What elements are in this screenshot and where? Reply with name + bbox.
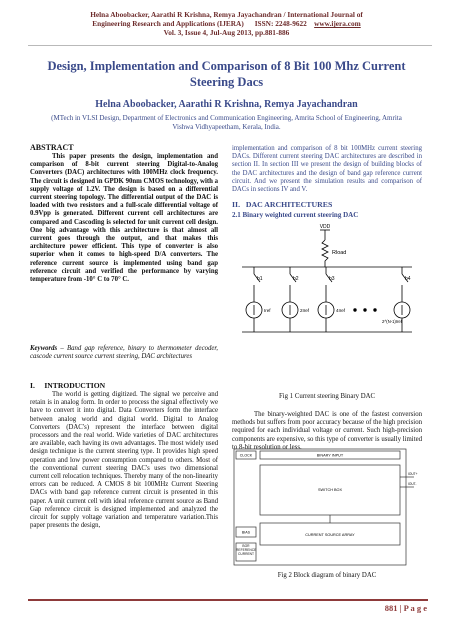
section-2-1-heading: 2.1 Binary weighted current steering DAC	[232, 211, 359, 219]
keywords	[30, 345, 218, 361]
bgr-reference-block: BGR REFERENCE CURRENT	[236, 544, 256, 556]
header-divider	[28, 45, 432, 46]
switch-b1-label: b1	[257, 276, 263, 282]
header-url-link[interactable]: www.ijera.com	[314, 19, 361, 29]
keywords-label: Keywords	[30, 345, 58, 352]
abstract-body: This paper presents the design, implementation and comparison of 8-bit current steering Digital-to-Analog Converters (DAC) architectures with 100MHz clock frequency. The circuit is designed in GPDK 90nm CMOS technology, with a supply voltage of 1.2V. The design is based on a differential current steering topology. The differential output of the DAC is loaded with two resistors and a full-scale differential voltage of 0.9Vpp is generated. Different current cell architectures are compared and Cascoding is selected for unit current cell design. One big advantage with this architecture is that almost all current goes through the output, and that makes this architecture power efficient. This type of converter is also superior when it comes to high-speed D/A converters. The reference current source is implemented using band gap reference circuit and verified the performance by varying temperature from -10° C to 70° C.	[30, 153, 218, 284]
bias-block: BIAS	[241, 530, 251, 535]
header-issn: ISSN: 2248-9622	[254, 19, 307, 29]
source-4iref-label: 4Iref	[336, 308, 346, 313]
source-msb-label: 2^(N-1)Iref	[382, 319, 402, 324]
intro-text	[30, 391, 218, 530]
current-array-block: CURRENT SOURCE ARRAY	[305, 533, 355, 537]
source-2iref-label: 2Iref	[300, 308, 310, 313]
header-line-2	[0, 19, 453, 28]
paper-affiliation: (MTech in VLSI Design, Department of Electronics and Communication Engineering, Amrita School of Engineering, Amrita Vishwa Vidhyapeetham, Kerala, India.	[51, 114, 402, 131]
header-line-3: Vol. 3, Issue 4, Jul-Aug 2013, pp.881-886	[163, 28, 290, 38]
figure-1-caption: Fig 1 Current steering Binary DAC	[278, 393, 376, 400]
keywords-text: – Band gap reference, binary to thermometer decoder, cascode current source current steering, DAC architectures	[30, 345, 218, 361]
paper-authors: Helna Aboobacker, Aarathi R Krishna, Remya Jayachandran	[95, 99, 358, 110]
binary-input-block: BINARY INPUT	[316, 453, 344, 458]
header-journal: Engineering Research and Applications (IJERA)	[92, 19, 244, 29]
figure-1-circuit	[232, 222, 422, 368]
abstract-heading: ABSTRACT	[30, 143, 74, 152]
vdd-label: VDD	[319, 224, 331, 230]
figure-2-caption: Fig 2 Block diagram of binary DAC	[277, 572, 377, 579]
right-mid-body: The binary-weighted DAC is one of the fastest conversion methods but suffers from poor accuracy because of the high precision required for each individual voltage or current. Such high-precision components are expensive, so this type of converter is usually limited to 8-bit resolution or less.	[232, 411, 422, 451]
iout-plus-label: IOUT+	[408, 472, 418, 476]
abstract-text	[30, 153, 218, 284]
footer-divider	[28, 599, 428, 601]
right-column-mid-text	[232, 411, 422, 452]
right-column-top-text: implementation and comparison of 8 bit 100MHz current steering DACs. Different current steering DAC architectures are described in section II. In section III we present the design of building blocks of the DAC architectures and the design of band gap reference current circuit. And we present the simulation results and comparison of DACs in sections IV and V.	[232, 145, 422, 194]
source-iref-label: Iref	[264, 308, 271, 313]
switch-b4-label: b4	[405, 276, 411, 282]
intro-body: The world is getting digitized. The signal we perceive and retain is in analog form. In order to process the signal effectively we have to convert it into digital. Data Converters form the interface between analog world and digital world. Digital to Analog Converters (DAC's) represent the interface between digital processors and the real world. Wide varieties of DAC architectures are available, each having its own advantages. The most widely used design technique is the current steering type. It provides high speed operation and low power consumption compared to others. Most of the conventional current steering DAC's uses two dimensional current cell relocation techniques. Thereby many of the non-linearity errors can be reduced. A CMOS 8 bit 100MHz Current Steering DACs with band gap reference current circuit is presented in this paper. A unit current cell with ideal reference current source as Band Gap reference circuit is designed implemented and analyzed the circuit for supply voltage variation and temperature variation.This paper presents the design,	[30, 391, 218, 530]
rload-label: Rload	[332, 250, 347, 256]
journal-header	[0, 10, 453, 38]
clock-block: CLOCK	[239, 453, 253, 458]
switch-b2-label: b2	[293, 276, 299, 282]
intro-heading: I. INTRODUCTION	[30, 381, 106, 390]
switch-b3-label: b3	[329, 276, 335, 282]
section-2-heading: II. DAC ARCHITECTURES	[232, 200, 333, 209]
figure-2-block-diagram	[232, 447, 422, 569]
header-line-1: Helna Aboobacker, Aarathi R Krishna, Remya Jayachandran / International Journal of	[90, 10, 363, 19]
switch-box-block: SWITCH BOX	[317, 488, 343, 492]
paper-title: Design, Implementation and Comparison of 8 Bit 100 Mhz Current Steering Dacs	[47, 59, 406, 89]
iout-minus-label: IOUT-	[408, 482, 417, 486]
page-number: 881 | P a g e	[384, 603, 427, 613]
